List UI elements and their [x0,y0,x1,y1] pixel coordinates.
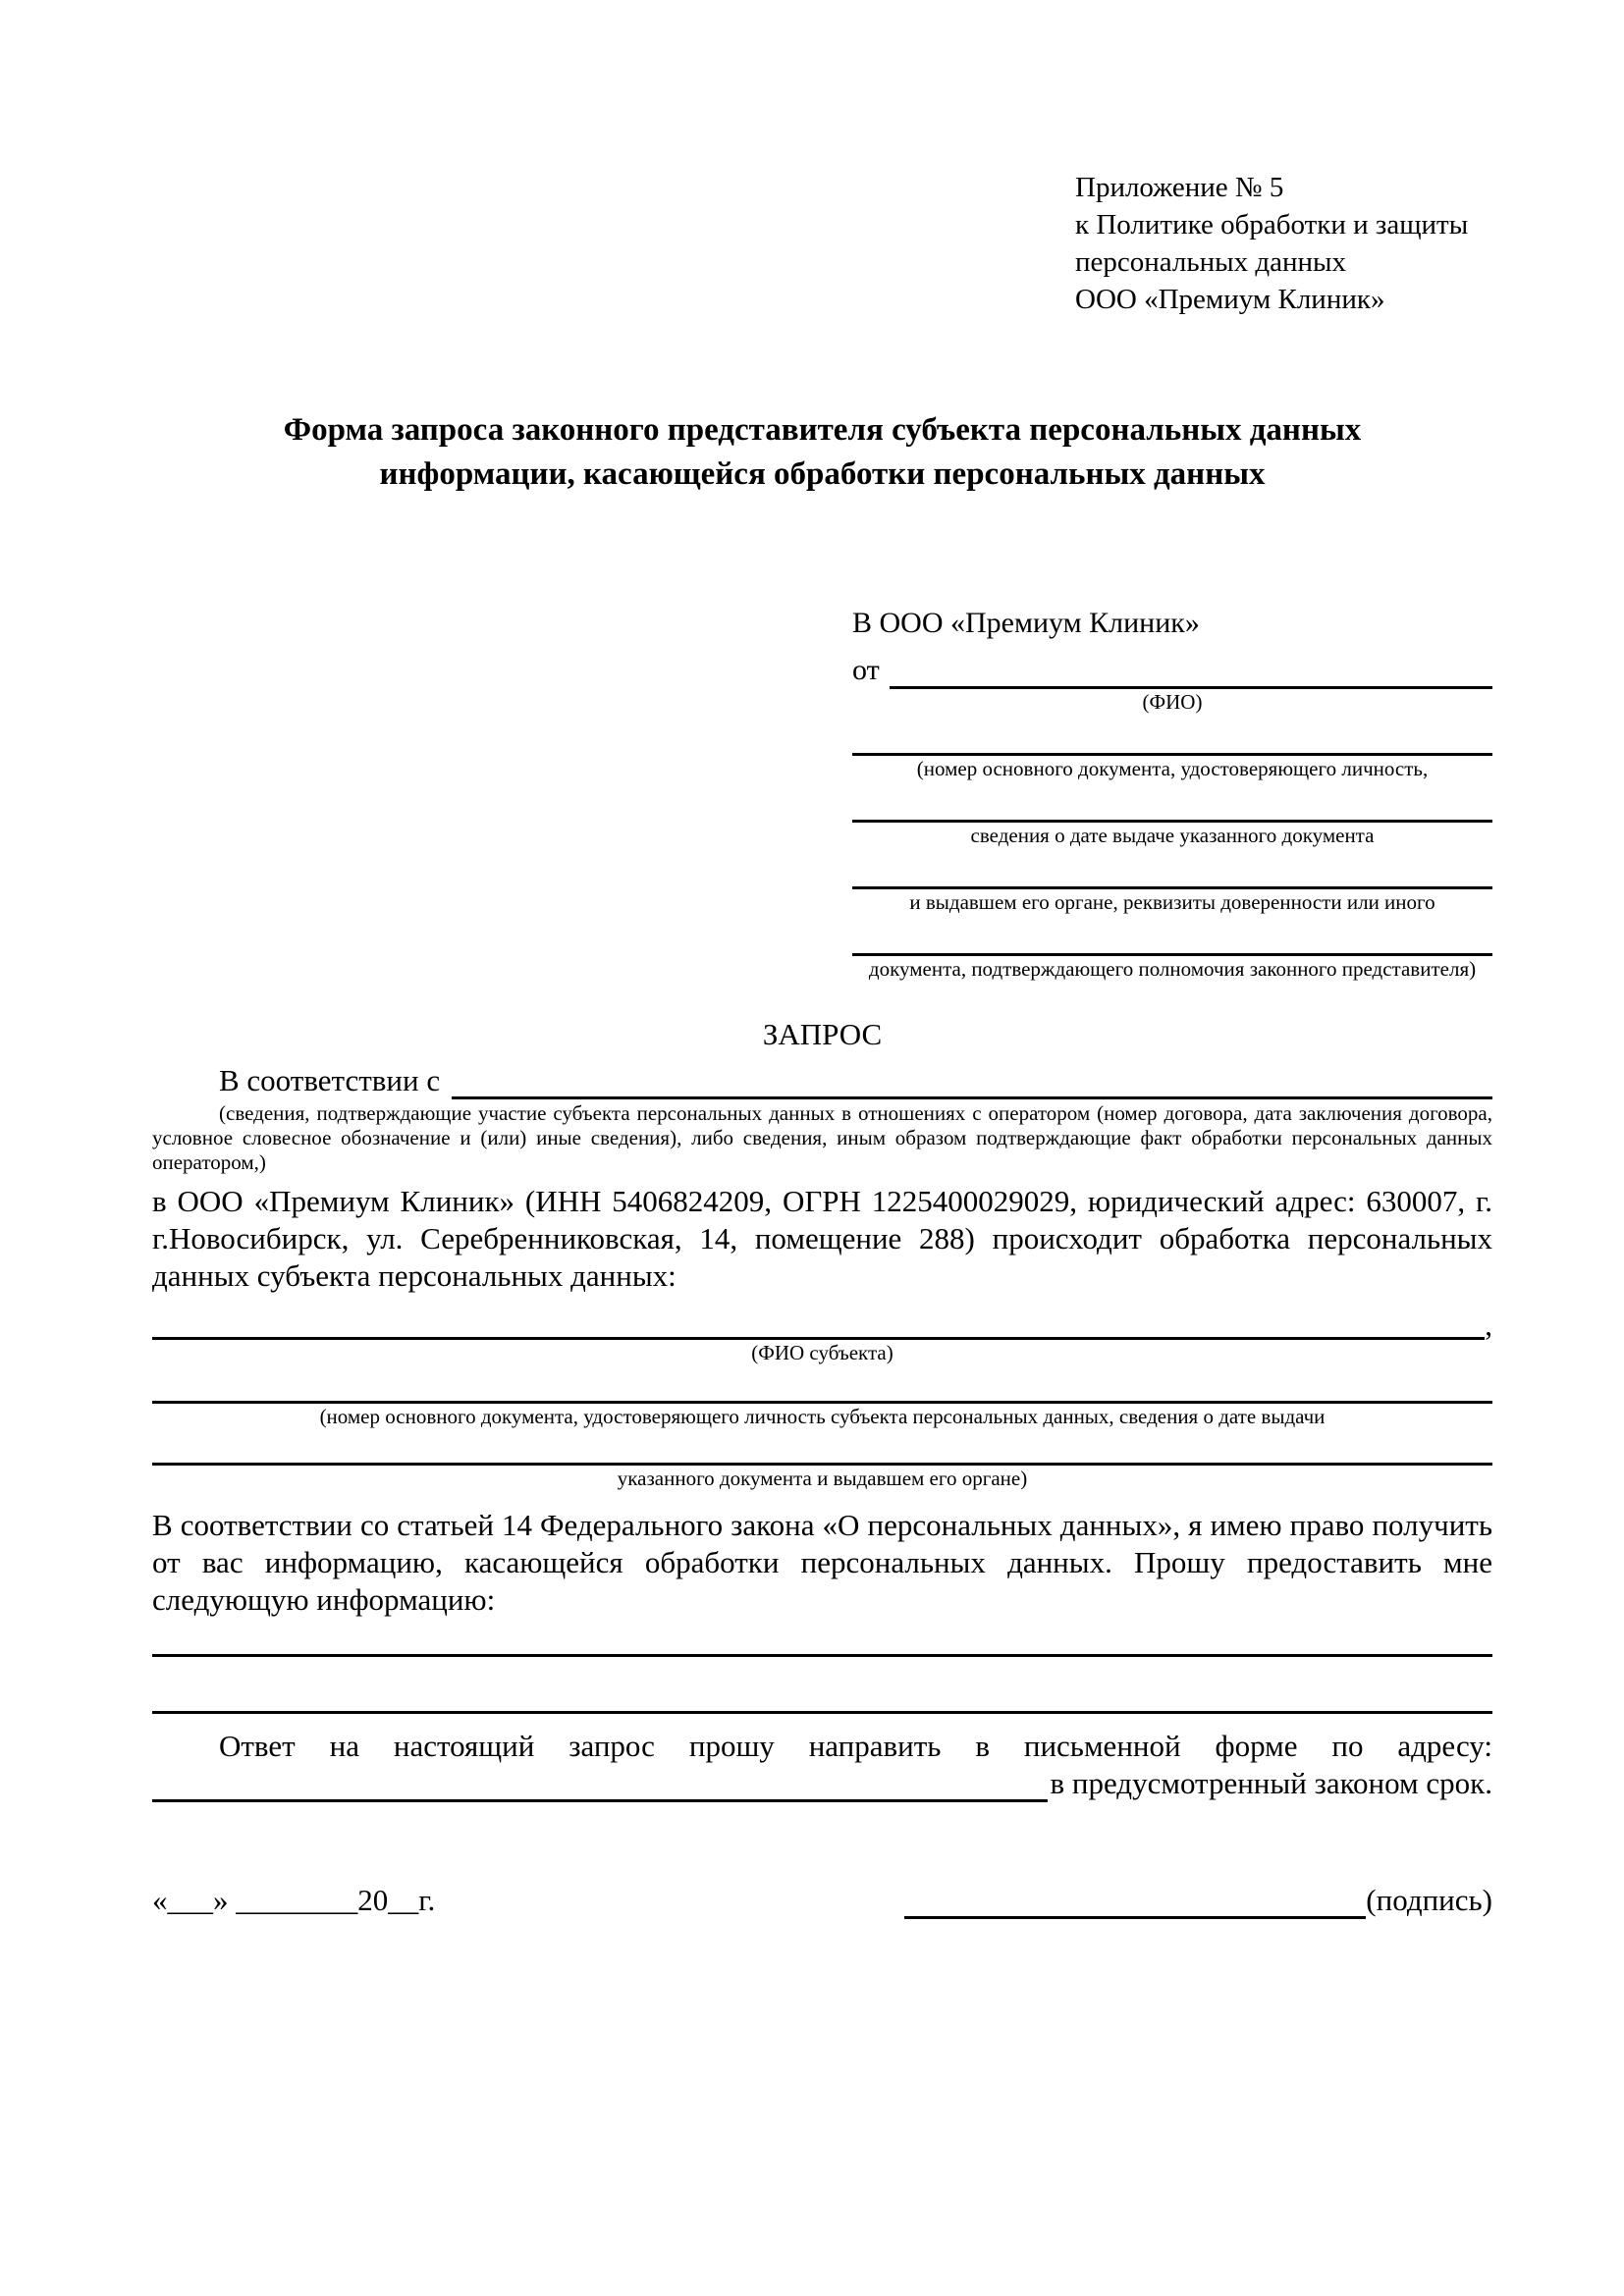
document-title-line2: информации, касающейся обработки персональных данных [379,456,1266,492]
field-caption: (ФИО субъекта) [751,1341,893,1364]
subject-field-group [152,1463,1492,1491]
field-caption: указанного документа и выдавшем его органе) [617,1467,1028,1490]
field-caption: (номер основного документа, удостоверяющего личность, [916,757,1429,780]
operator-paragraph: в ООО «Премиум Клиник» (ИНН 5406824209, ОГРН 1225400029029, юридический адрес: 630007, г. г.Новосибирск, ул. Серебренниковская, 14, помещение 288) происходит обработка персональных данных субъекта персональных данных: [152,1184,1492,1293]
addressee-field-group [852,953,1492,982]
appendix-line: к Политике обработки и защиты [1075,209,1469,240]
subject-field-group [152,1401,1492,1429]
addressee-field-group [852,886,1492,915]
field-caption: сведения о дате выдаче указанного документа [970,824,1375,847]
intro-label: В соответствии с [219,1063,441,1097]
addressee-field-group [852,753,1492,781]
fio-caption: (ФИО) [1142,690,1203,714]
addressee-to: В ООО «Премиум Клиник» [852,607,1200,639]
intro-row [152,1061,1492,1099]
signature-caption: (подпись) [1366,1883,1492,1917]
reply-address-blank-line [152,1770,1048,1802]
blank-line [152,1711,1492,1714]
field-caption: (номер основного документа, удостоверяющего личность субъекта персональных данных, сведения о дате выдачи [319,1405,1326,1428]
intro-blank-line [452,1063,1492,1099]
field-caption: и выдавшем его органе, реквизиты доверенности или иного [909,890,1435,914]
reply-suffix: в предусмотренный законом срок. [1050,1766,1492,1800]
addressee-block [852,605,1492,982]
reply-paragraph-line1: Ответ на настоящий запрос прошу направить в письменной форме по адресу: [219,1729,1492,1763]
appendix-line: Приложение № 5 [1075,172,1284,203]
document-title-line1: Форма запроса законного представителя субъекта персональных данных [283,412,1362,448]
blank-line [152,1654,1492,1657]
signature-blank-line [904,1887,1366,1919]
footer-row [152,1881,1492,1919]
from-fio-blank-line [890,653,1492,689]
subject-fio-row [152,1310,1492,1340]
law-paragraph: В соответствии со статьей 14 Федерального закона «О персональных данных», я имею право получить от вас информацию, касающейся обработки персональных данных. Прошу предоставить мне следующую информацию: [152,1508,1492,1617]
intro-caption: (сведения, подтверждающие участие субъекта персональных данных в отношениях с оператором (номер договора, дата заключения договора, условное словесное обозначение и (или) иные сведения), либо сведения, иным образом подтверждающие факт обработки персональных данных оператором,) [152,1101,1492,1174]
addressee-from-row [852,652,1492,689]
appendix-block [1075,169,1492,318]
document-title [152,408,1492,497]
from-label: от [852,654,880,686]
subject-comma: , [1485,1308,1492,1342]
subject-field-group [152,1310,1492,1365]
request-heading: ЗАПРОС [762,1017,883,1051]
appendix-line: ООО «Премиум Клиник» [1075,284,1385,315]
appendix-line: персональных данных [1075,246,1347,278]
date-blank: «___» ________20__г. [152,1883,436,1917]
reply-paragraph-line2 [152,1765,1492,1802]
field-caption: документа, подтверждающего полномочия законного представителя) [868,957,1477,981]
addressee-field-group [852,820,1492,848]
